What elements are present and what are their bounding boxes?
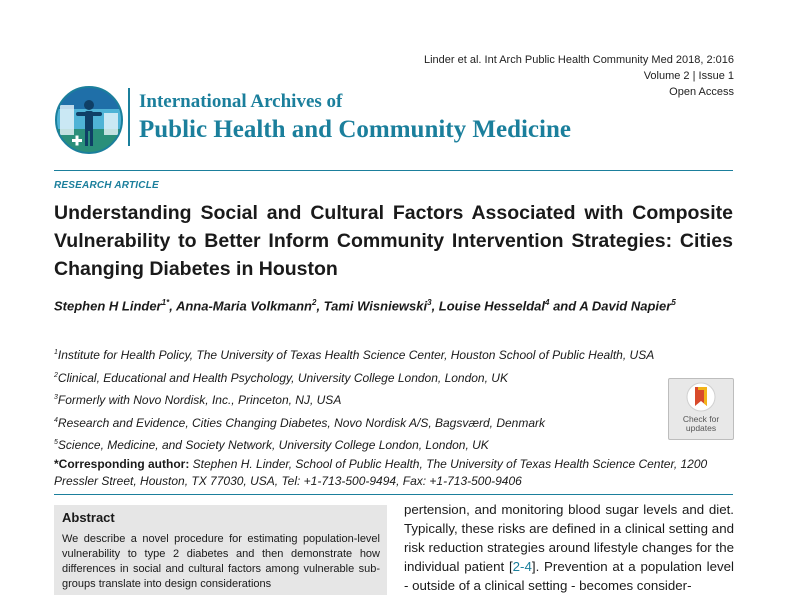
author-separator: , bbox=[169, 298, 176, 314]
affiliation-mark: 1 bbox=[54, 349, 58, 356]
affiliation-text: Science, Medicine, and Society Network, University College London, London, UK bbox=[57, 438, 489, 453]
abstract-heading: Abstract bbox=[62, 510, 115, 525]
author-affil-mark: 5 bbox=[671, 298, 676, 307]
corresponding-author bbox=[54, 456, 739, 490]
open-access-label: Open Access bbox=[669, 86, 734, 98]
header-rule bbox=[54, 170, 733, 171]
affiliation-list bbox=[54, 343, 674, 456]
affiliation-item bbox=[54, 366, 674, 389]
affiliation-text: Clinical, Educational and Health Psychology, University College London, London, UK bbox=[57, 370, 508, 385]
author-affil-mark: 3 bbox=[427, 298, 432, 307]
affiliation-item bbox=[54, 388, 674, 411]
affiliation-mark: 5 bbox=[54, 439, 58, 447]
author-affil-mark: 4 bbox=[545, 298, 550, 307]
corresponding-label: *Corresponding author: bbox=[54, 457, 190, 471]
author-name: Stephen H Linder bbox=[54, 298, 162, 314]
volume-issue: Volume 2 | Issue 1 bbox=[643, 70, 734, 82]
article-type: RESEARCH ARTICLE bbox=[54, 180, 159, 191]
author-affil-mark: 1* bbox=[161, 298, 170, 307]
affiliation-mark: 3 bbox=[54, 394, 58, 402]
author-name: A David Napier bbox=[579, 298, 672, 314]
author-separator: and bbox=[549, 298, 580, 314]
reference-link[interactable]: 2-4 bbox=[512, 559, 532, 574]
affiliation-item bbox=[54, 411, 674, 434]
body-paragraph: pertension, and monitoring blood sugar levels and diet. Typically, these risks are defined in a clinical setting and risk reduction strategies around lifestyle changes for the individual patient [ bbox=[404, 502, 734, 574]
body-text-right bbox=[404, 500, 734, 595]
body-paragraph-cont: ]. Prevention at a population level - outside of a clinical setting - becomes consider- bbox=[404, 559, 734, 593]
badge-text-line2: updates bbox=[685, 423, 717, 433]
author-separator: , bbox=[316, 298, 324, 314]
corresponding-details: Stephen H. Linder, School of Public Health, The University of Texas Health Science Center, 1200 Pressler Street, Houston, TX 77030, USA, Tel: +1-713-500-9494, Fax: +1-713-500-9406 bbox=[54, 457, 708, 488]
author-separator: , bbox=[431, 298, 439, 314]
abstract-box bbox=[54, 505, 387, 595]
affiliation-text: Institute for Health Policy, The University of Texas Health Science Center, Houston School of Public Health, USA bbox=[57, 348, 655, 362]
bookmark-icon bbox=[669, 379, 733, 415]
journal-name-line2: Public Health and Community Medicine bbox=[139, 116, 571, 143]
affiliation-text: Research and Evidence, Cities Changing Diabetes, Novo Nordisk A/S, Bagsværd, Denmark bbox=[57, 415, 546, 430]
affiliation-mark: 2 bbox=[54, 371, 58, 379]
author-name: Louise Hesseldal bbox=[438, 298, 546, 314]
affiliation-item bbox=[54, 433, 674, 456]
check-for-updates-label bbox=[669, 415, 733, 433]
check-for-updates-button[interactable] bbox=[668, 378, 734, 440]
citation-line: Linder et al. Int Arch Public Health Community Med 2018, 2:016 bbox=[423, 54, 734, 66]
author-name: Anna-Maria Volkmann bbox=[175, 298, 312, 314]
logo-divider bbox=[128, 88, 130, 146]
author-affil-mark: 2 bbox=[311, 298, 317, 307]
journal-name-line1: International Archives of bbox=[139, 91, 343, 112]
author-name: Tami Wisniewski bbox=[323, 298, 428, 314]
affiliation-text: Formerly with Novo Nordisk, Inc., Princeton, NJ, USA bbox=[57, 393, 342, 408]
affiliation-mark: 4 bbox=[54, 416, 58, 424]
section-rule bbox=[54, 494, 733, 495]
author-list bbox=[54, 293, 733, 316]
journal-logo-icon bbox=[54, 85, 124, 155]
abstract-text: We describe a novel procedure for estimating population-level vulnerability to type 2 diabetes and then demonstrate how differences in social and cultural factors among vulnerable sub-groups translate into design considerations bbox=[62, 533, 380, 590]
badge-text-line1: Check for bbox=[682, 414, 720, 424]
journal-name bbox=[139, 90, 571, 146]
affiliation-item bbox=[54, 343, 674, 366]
article-title: Understanding Social and Cultural Factors Associated with Composite Vulnerability to Better Inform Community Intervention Strategies: Cities Changing Diabetes in Houston bbox=[54, 202, 733, 280]
